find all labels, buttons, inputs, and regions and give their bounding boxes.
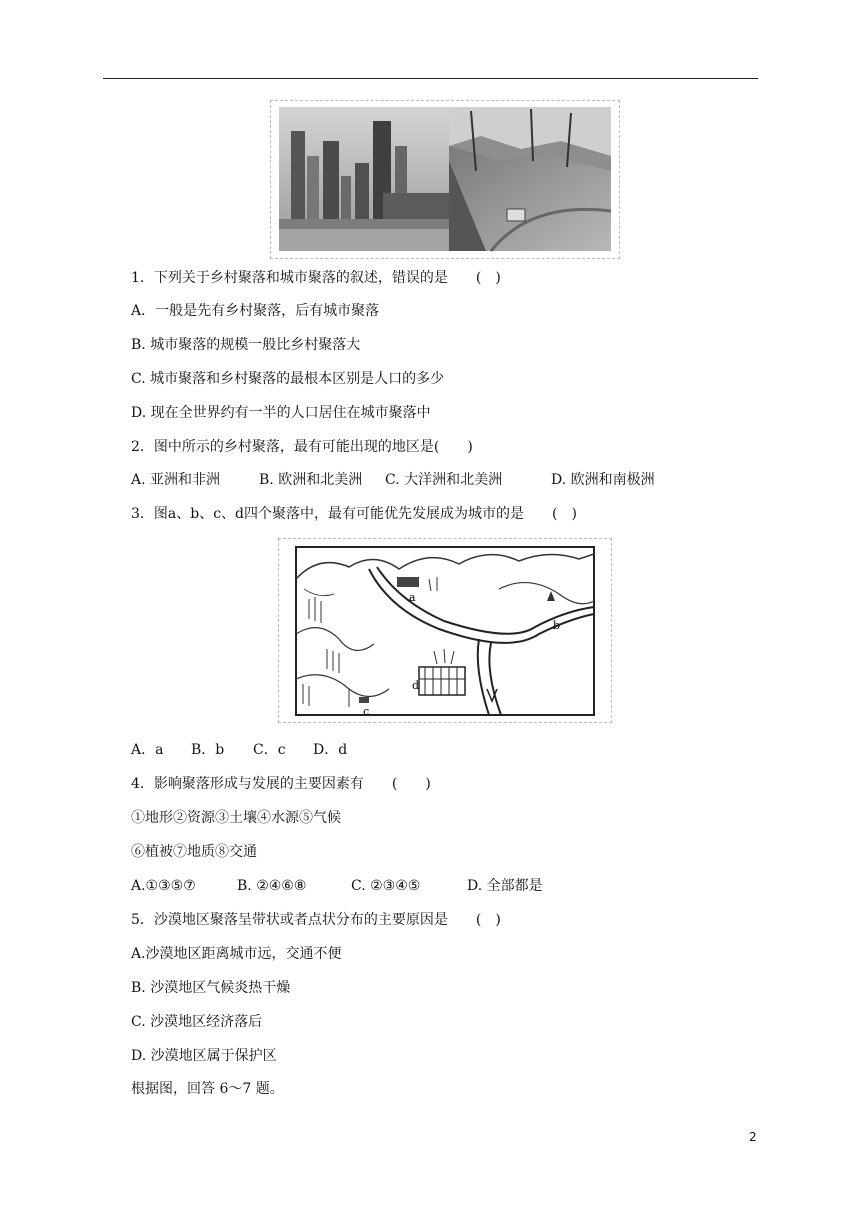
q3-option-d: D．d — [313, 742, 348, 758]
q5-option-b: B. 沙漠地区气候炎热干燥 — [131, 980, 291, 996]
q4-factors-line2: ⑥植被⑦地质⑧交通 — [131, 844, 257, 860]
q5-option-d: D. 沙漠地区属于保护区 — [131, 1048, 277, 1064]
q2-option-b: B. 欧洲和北美洲 — [259, 472, 363, 488]
q2-option-d: D. 欧洲和南极洲 — [551, 472, 655, 488]
city-photo — [279, 107, 449, 251]
map-label-b: b — [553, 619, 561, 632]
settlement-map — [278, 538, 612, 723]
q4-option-b: B. ②④⑥⑧ — [237, 878, 307, 894]
q4-factors-line1: ①地形②资源③土壤④水源⑤气候 — [131, 810, 341, 826]
question-4: 4．影响聚落形成与发展的主要因素有 ( ) — [131, 776, 431, 792]
q2-option-a: A. 亚洲和非洲 — [131, 472, 221, 488]
village-photo — [449, 107, 611, 251]
settlement-photos — [270, 100, 620, 259]
q4-option-d: D. 全部都是 — [467, 878, 543, 894]
question-1: 1．下列关于乡村聚落和城市聚落的叙述，错误的是 ( ) — [131, 270, 501, 286]
q1-option-b: B. 城市聚落的规模一般比乡村聚落大 — [131, 337, 361, 353]
page-number: 2 — [749, 1130, 757, 1144]
settlement-photos-svg — [271, 101, 619, 258]
q1-option-c: C. 城市聚落和乡村聚落的最根本区别是人口的多少 — [131, 371, 445, 387]
map-label-c: c — [363, 705, 370, 718]
q4-option-a: A.①③⑤⑦ — [131, 878, 196, 894]
q1-option-d: D. 现在全世界约有一半的人口居住在城市聚落中 — [131, 405, 431, 421]
q5-option-c: C. 沙漠地区经济落后 — [131, 1014, 263, 1030]
map-label-a: a — [409, 591, 416, 604]
question-3: 3．图a、b、c、d四个聚落中，最有可能优先发展成为城市的是 ( ) — [131, 506, 577, 522]
q3-option-b: B．b — [191, 742, 225, 758]
q2-option-c: C. 大洋洲和北美洲 — [385, 472, 503, 488]
q1-option-a: A．一般是先有乡村聚落，后有城市聚落 — [131, 303, 380, 319]
q3-option-c: C．c — [253, 742, 286, 758]
map-label-d: d — [412, 679, 420, 692]
header-rule — [103, 78, 758, 79]
instruction-text: 根据图，回答 6～7 题。 — [131, 1081, 284, 1097]
q5-option-a: A.沙漠地区距离城市远，交通不便 — [131, 946, 342, 962]
q3-option-a: A．a — [131, 742, 164, 758]
question-5: 5．沙漠地区聚落呈带状或者点状分布的主要原因是 ( ) — [131, 912, 501, 928]
settlement-map-svg — [279, 539, 611, 722]
question-2: 2．图中所示的乡村聚落，最有可能出现的地区是( ) — [131, 439, 473, 455]
q4-option-c: C. ②③④⑤ — [351, 878, 421, 894]
